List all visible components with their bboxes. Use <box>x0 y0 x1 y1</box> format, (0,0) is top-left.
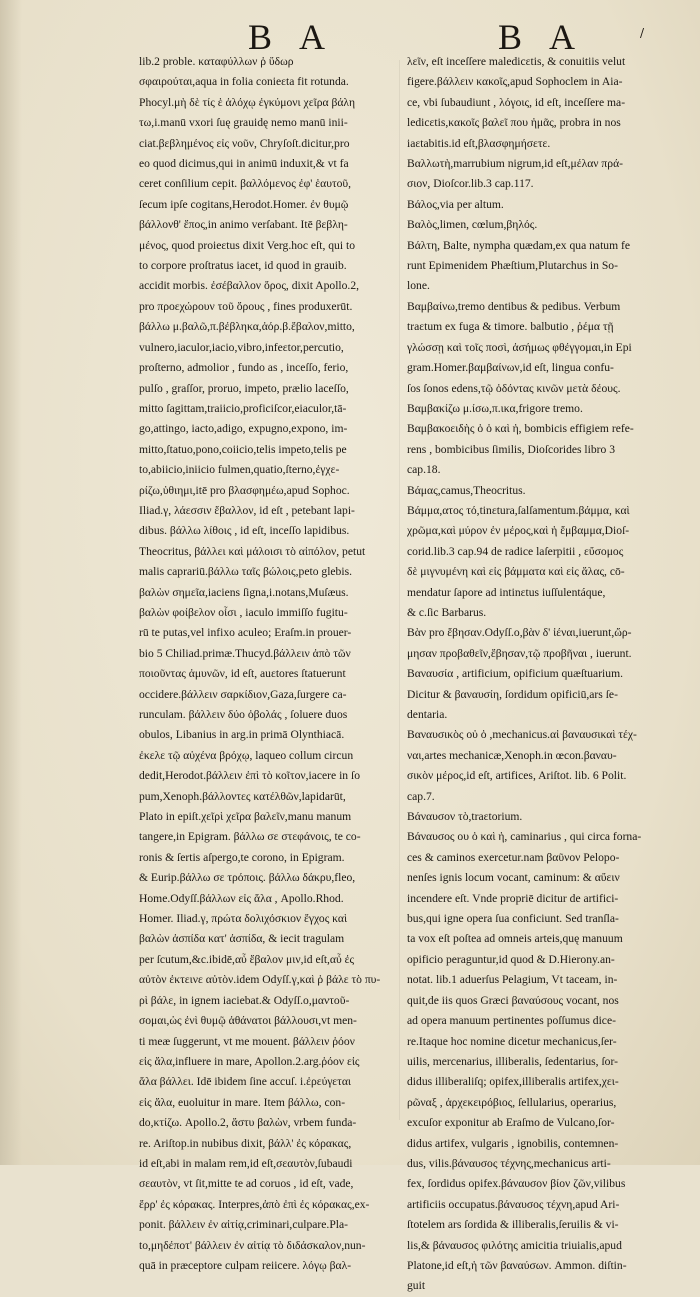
text-line: iaɛtabitis.id eſt,βλασφημήσετε. <box>407 136 551 150</box>
page-gutter-shadow <box>0 0 22 1165</box>
text-line: Βάναυσον τὸ,traɛtorium. <box>407 810 523 824</box>
text-line: nenſes ignis locum vocant, caminum: & αὔειν <box>407 871 620 885</box>
text-line: & Eurip.βάλλω σε τρόποις. βάλλω δάκρυ,fleo, <box>139 871 356 885</box>
text-line: Βὰν pro ἔβησαν.Odyſſ.ο,βὰν δ' ἰέναι,iuerunt,ὤρ- <box>407 626 632 640</box>
text-line: quā in præceptore culpam reiicere. λόγῳ βαλ- <box>139 1258 352 1272</box>
text-line: ἅλα βάλλει. Idē ibidem ſine accuſ. i.ἐρεύγεται <box>139 1075 352 1089</box>
text-line: ποιοῦντας ἀμυνῶν, id eſt, auɛtores ſtatuerunt <box>139 667 346 681</box>
text-line: βάλλω μ.βαλῶ,π.βέβληκα,ἀόρ.β.ἔβαλον,mitto, <box>139 320 355 334</box>
text-line: lone. <box>407 279 430 293</box>
text-line: ἔρρ' ἐς κόρακας. Interpres,ἀπὸ ἐπὶ ἐς κόρακας,ex- <box>139 1197 370 1211</box>
text-line: μένος, quod proieɛtus dixit Verg.hoc eſt, qui to <box>139 238 355 252</box>
text-line: Βαναυσία , artificium, opificium quæſtuarium. <box>407 667 623 681</box>
text-line: bus,qui igne opera ſua conficiunt. Sed tranſla- <box>407 912 619 926</box>
text-line: obulos, Libanius in arg.in primā Olynthiacā. <box>139 728 345 742</box>
text-line: λεῖν, eſt inceſſere maledicɛtis, & conuitiis velut <box>407 55 626 68</box>
text-line: ce, vbi ſubaudiunt , λόγοις, id eſt, inceſſere ma- <box>407 95 626 109</box>
text-line: vulnero,iaculor,iacio,vibro,infeɛtor,percutio, <box>139 340 344 354</box>
text-line: mitto ſagittam,traiicio,proficiſcor,eiaculor,tā- <box>139 401 347 415</box>
text-line: proſterno, admolior , fundo as , inceſſo, ferio, <box>139 361 349 375</box>
text-line: Theocritus, βάλλει καὶ μάλοισι τὸ αἰπόλον, petut <box>139 544 366 558</box>
text-line: ρίζω,ὑθιημι,itē pro βλασφημέω,apud Sophoc. <box>139 483 350 497</box>
text-line: ρὶ βάλε, in ignem iaciebat.& Odyſſ.ο,μαντοῦ- <box>139 993 350 1007</box>
text-line: ρῶναξ , ἀρχεκειρόβιος, ſellularius, operarius, <box>407 1095 617 1109</box>
text-line: Phocyl.μὴ δὲ τίς ἑ ἀλόχῳ ἐγκύμονι χεῖρα βάλη <box>139 95 356 109</box>
text-line: Βάλος,via per altum. <box>407 197 504 211</box>
text-line: runt Epimenidem Phæſtium,Plutarchus in So- <box>407 259 618 273</box>
text-line: ſos ſonos edens,τῷ ὀδόντας κινῶν μετὰ δέους. <box>407 381 621 395</box>
running-head-right: B A <box>498 17 586 57</box>
text-line: γλώσσῃ καὶ τοῖς ποσὶ, ἀσήμως φθέγγομαι,in Epi <box>407 340 632 354</box>
text-line: χρῶμα,καὶ μύρον ἐν μέρος,καὶ ἡ ἔμβαμμα,Dioſ- <box>407 524 630 538</box>
text-line: dedit,Herodot.βάλλειν ἐπὶ τὸ κοῖτον,iacere in ſo <box>139 769 361 783</box>
text-line: ſtotelem ars ſordida & illiberalis,ſeruilis & vi- <box>407 1218 619 1232</box>
text-line: fex, ſordidus opifex.βάναυσον βίον ζῶν,vilibus <box>407 1177 626 1191</box>
text-line: lib.2 proble. καταφύλλων ῥ ὕδωρ <box>139 55 294 68</box>
text-line: to,abiicio,iniicio fulmen,quatio,ſterno,ἐγχε- <box>139 463 340 477</box>
text-line: dentaria. <box>407 708 448 721</box>
text-line: Dicitur & βαναυσίη, ſordidum opificiū,ars ſe- <box>407 687 618 701</box>
text-line: figere.βάλλειν κακοῖς,apud Sophoclem in Aia- <box>407 75 623 89</box>
text-line: βάλλονθ' ἔπος,in animo verſabant. Itē βεβλη- <box>139 218 348 232</box>
text-line: notat. lib.1 aduerſus Pelagium, Vt taceam, in- <box>407 973 618 987</box>
text-line: ponit. βάλλειν ἐν αἰτίᾳ,criminari,culpare.Pla- <box>139 1218 349 1232</box>
text-line: guit <box>407 1279 426 1293</box>
text-line: pro προεχώρουν τοῦ ὅρους , fines produxerūt. <box>139 299 353 313</box>
text-line: occidere.βάλλειν σαρκίδιον,Gaza,ſurgere ca- <box>139 687 347 701</box>
text-line: quit,de iis quos Græci βαναύσους vocant, nos <box>407 993 619 1007</box>
text-line: εἰς ἅλα,influere in mare, Apollon.2.arg.ῥόον εἰς <box>139 1054 360 1068</box>
text-line: rens , bombicibus ſimilis, Dioſcorides libro 3 <box>407 442 616 456</box>
text-line: Iliad.γ, λάεσσιν ἔβαλλον, id eſt , petebant lapi- <box>139 503 355 517</box>
text-line: re.Itaque hoc nomine dicetur mechanicus,ſer- <box>407 1034 617 1048</box>
text-line: pum,Xenoph.βάλλοντες κατέλθῶν,lapidarūt, <box>139 789 346 803</box>
text-line: cap.7. <box>407 789 435 803</box>
text-line: δὲ μιγνυμένη καὶ εἰς βάμματα καὶ εἰς ἅλας, cō- <box>407 565 625 579</box>
text-line: dibus. βάλλω λίθοις , id eſt, inceſſo lapidibus. <box>139 524 350 538</box>
text-line: pulſo , graſſor, proruo, impeto, prælio laceſſo, <box>139 381 349 395</box>
text-line: didus illiberaliſq; opifex,illiberalis artifex,χει- <box>407 1075 619 1089</box>
text-line: ciat.βεβλημένος εἰς νοῦν, Chryſoſt.dicitur,pro <box>139 136 350 150</box>
text-line: Home.Odyſſ.βάλλων εἰς ἅλα , Apollo.Rhod. <box>139 891 344 905</box>
text-line: traɛtum ex fuga & timore. balbutio , ῥέμα τῇ <box>407 320 614 334</box>
text-line: bio 5 Chiliad.primæ.Thucyd.βάλλειν ἀπὸ τῶν <box>139 646 351 660</box>
text-line: ναι,artes mechanicæ,Xenoph.in œcon.βαναυ- <box>407 748 617 762</box>
text-line: to,μηδέποτ' βάλλειν ἐν αἰτίᾳ τὸ διδάσκαλον,nun- <box>139 1238 366 1252</box>
text-line: lis,& βάναυσος φιλότης amicitia triuialis,apud <box>407 1238 622 1252</box>
column-divider <box>399 60 400 1120</box>
text-line: τω,i.manū vxori ſuę grauidę nemo manū inii- <box>139 116 348 130</box>
text-line: runculam. βάλλειν δύο ὀβολάς , ſoluere duos <box>139 708 348 721</box>
text-line: σεαυτὸν, vt ſit,mitte te ad coruos , id eſt, vade, <box>139 1177 354 1191</box>
text-line: didus artifex, vulgaris , ignobilis, contemnen- <box>407 1136 619 1150</box>
text-line: ceret conſilium cepit. βαλλόμενος ἐφ' ἑαυτοῦ, <box>139 177 352 191</box>
text-line: incendere eſt. Vnde propriē dicitur de artifici- <box>407 891 619 905</box>
text-line: εἰς ἅλα, euoluitur in mare. Item βάλλω, con- <box>139 1095 346 1109</box>
text-line: accidit morbis. ἐσέβαλλον ὅρος, dixit Apollo.2, <box>139 279 360 293</box>
text-line: malis caprariū.βάλλω ταῖς βώλοις,peto glebis. <box>139 565 352 579</box>
text-line: ta vox eſt poſtea ad omneis arteis,quę manuum <box>407 932 623 946</box>
text-line: id eſt,abi in malam rem,id eſt,σεαυτὸν,ſubaudi <box>139 1156 353 1170</box>
text-line: ad opera manuum pertinentes poſſumus dice- <box>407 1014 616 1028</box>
left-column <box>139 52 393 1276</box>
text-line: Βαμβακοειδὴς ὁ ὁ καὶ ἡ, bombicis effigiem refe- <box>407 422 634 436</box>
text-line: Βαναυσικὸς οὐ ὁ ,mechanicus.αἱ βαναυσικαὶ τέχ- <box>407 728 637 742</box>
text-line: to corpore proſtratus iacet, id quod in grauib. <box>139 259 347 273</box>
text-line: Plato in epiſt.χεῖρὶ χεῖρα βαλεῖν,manu manum <box>139 810 352 824</box>
text-line: mendatur ſapore ad intinɛtus iuſſulentáque, <box>407 585 606 599</box>
text-line: Platone,id eſt,ἡ τῶν βαναύσων. Ammon. diſtin- <box>407 1258 627 1272</box>
text-line: mitto,ſtatuo,pono,coiicio,telis impeto,telis pe <box>139 442 347 456</box>
text-line: Βαμβακίζω μ.ίσω,π.ικα,frigore tremo. <box>407 401 583 415</box>
running-head-left: B A <box>248 17 336 57</box>
text-line: βαλὼν ἀσπίδα κατ' ἀσπίδα, & iecit tragulam <box>139 932 345 946</box>
text-line: Βαλλωτὴ,marrubium nigrum,id eſt,μέλαν πρά- <box>407 157 624 171</box>
text-line: corid.lib.3 cap.94 de radice laſerpitii , εὔσομος <box>407 544 624 558</box>
text-line: σομαι,ὡς ἐνὶ θυμῷ ἀθάνατοι βάλλουσι,vt men- <box>139 1014 357 1028</box>
text-line: re. Ariſtop.in nubibus dixit, βάλλ' ἐς κόρακας, <box>139 1136 352 1150</box>
text-line: uilis, mercenarius, illiberalis, ſedentarius, ſor- <box>407 1054 618 1068</box>
text-line: Βαλὸς,limen, cœlum,βηλός. <box>407 218 538 232</box>
text-line: βαλὼν φοίβελον οἶσι , iaculo immiſſo fugitu- <box>139 605 348 619</box>
text-line: σιον, Dioſcor.lib.3 cap.117. <box>407 177 534 191</box>
text-line: rū te putas,vel infixo aculeo; Eraſm.in prouer- <box>139 626 352 640</box>
text-line: do,κτίζω. Apollo.2, ἄστυ βαλὼν, vrbem funda- <box>139 1116 357 1130</box>
text-line: ſecum ipſe cogitans,Herodot.Homer. ἐν θυμῷ <box>139 197 349 211</box>
text-line: cap.18. <box>407 463 441 477</box>
text-line: excuſor exponitur ab Eraſmo de Vulcano,ſor- <box>407 1116 615 1130</box>
text-line: Βάλτη, Balte, nympha quædam,ex qua natum fe <box>407 238 631 252</box>
text-line: σφαιρούται,aqua in folia conieɛta fit rotunda. <box>139 75 349 89</box>
text-line: tangere,in Epigram. βάλλω σε στεφάνοις, te co- <box>139 830 361 844</box>
corner-mark: / <box>640 26 645 40</box>
text-line: Βάμμα,ατος τό,tinɛtura,ſalſamentum.βάμμα, καὶ <box>407 503 630 517</box>
text-line: ces & caminos exercetur.nam βαῦνον Pelopo- <box>407 850 620 864</box>
text-line: eo quod dicimus,qui in animū induxit,& vt fa <box>139 157 349 171</box>
text-line: βαλὼν σημεῖα,iaciens ſigna,i.notans,Muſæus. <box>139 585 349 599</box>
text-line: ledicɛtis,κακοῖς βαλεῖ που ἡμᾶς, probra in nos <box>407 116 621 130</box>
text-line: μησαν προβαθεῖν,ἔβησαν,τῷ προβῆναι , iuerunt. <box>407 646 632 660</box>
text-line: Βαμβαίνω,tremo dentibus & pedibus. Verbum <box>407 299 621 313</box>
right-column <box>407 52 672 1297</box>
text-line: ἐκελε τῷ αὐχένα βρόχῳ, laqueo collum circun <box>139 748 354 762</box>
text-line: & c.ſic Barbarus. <box>407 605 487 619</box>
text-line: Homer. Iliad.γ, πρώτα δολιχόσκιον ἔγχος καὶ <box>139 912 348 926</box>
text-line: Βάμας,camus,Theocritus. <box>407 483 526 497</box>
text-line: σικὸν μέρος,id eſt, artifices, Ariſtot. lib. 6 Polit. <box>407 769 627 783</box>
text-line: Βάναυσος ου ὁ καὶ ἡ, caminarius , qui circa forna- <box>407 830 642 844</box>
text-line: gram.Homer.βαμβαίνων,id eſt, lingua confu- <box>407 361 614 375</box>
text-line: per ſcutum,&c.ibidē,αὖ ἔβαλον μιν,id eſt,αὖ ἐς <box>139 952 355 966</box>
text-line: ti meæ ſuggerunt, vt me mouent. βάλλειν ῥόον <box>139 1034 355 1048</box>
text-line: opificio peraguntur,id quod & D.Hierony.an- <box>407 952 615 966</box>
text-line: ronis & ſertis aſpergo,te corono, in Epigram. <box>139 850 345 864</box>
text-line: αὐτὸν ἐκτεινε αὐτὸν.idem Odyſſ.γ,καὶ ῥ βάλε τὸ πυ- <box>139 973 381 987</box>
text-line: dus, vilis.βάναυσος τέχνης,mechanicus arti- <box>407 1156 611 1170</box>
text-line: go,attingo, iacto,adigo, expugno,expono, im- <box>139 422 348 436</box>
text-line: artificiis occupatus.βάναυσος τέχνη,apud Ari- <box>407 1197 620 1211</box>
